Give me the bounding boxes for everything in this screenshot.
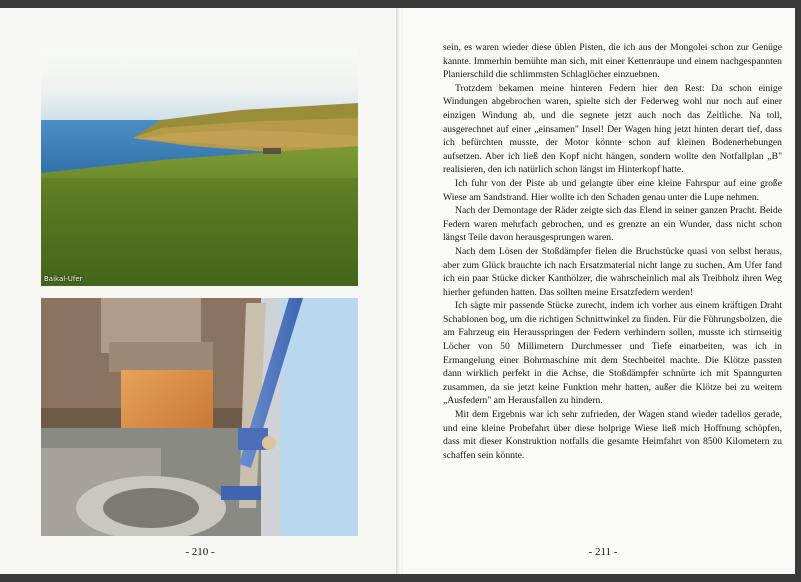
photo-caption: Baikal-Ufer	[44, 275, 83, 283]
paragraph: Trotzdem bekamen meine hinteren Federn hier den Rest: Da schon einige Windungen abgebrochen waren, spielte sich der Federweg wohl nur noch auf einer einzigen Windung ab, und die segnete jetzt auch noch das Zeitliche. Na toll, ausgerechnet auf einer „einsamen" Insel! Der Wagen hing jetzt hinten derart tief, dass ich befürchten musste, der Motor könnte schon auf kleinen Bodenerhebungen aufsetzen. Aber ich ließ den Kopf nicht hängen, sondern wollte den Notfallplan „B" realisieren, den ich natürlich schon längst im Hinterkopf hatte.	[443, 82, 782, 176]
page-number-left: - 210 -	[185, 546, 215, 558]
coast-image	[41, 48, 358, 286]
paragraph: Ich sägte mir passende Stücke zurecht, indem ich vorher aus einem kräftigen Draht Schablonen bog, um die richtigen Schnittwinkel zu finden. Für die Führungsbolzen, die am Fahrzeug ein Herausspringen der Federn verhindern sollen, musste ich stirnseitig Löcher von 50 Millimetern Durchmesser und Tiefe einarbeiten, was ich in Ermangelung einer Bohrmaschine mit dem Stechbeitel machte. Die Klötze passten dann wirklich perfekt in die Achse, die Stoßdämpfer schnürte ich mit Spanngurten zusammen, da sie jetzt keine Funktion mehr hatten, außer die Klötze bei zu weitem „Ausfedern" am Herausfallen zu hindern.	[443, 300, 782, 407]
coast-photo	[41, 48, 358, 286]
page-number-right: - 211 -	[588, 546, 618, 558]
paragraph: Nach der Demontage der Räder zeigte sich das Elend in seiner ganzen Pracht. Beide Federn waren mehrfach gebrochen, und es grenzte an ein Wunder, dass nicht schon längst Teile davon herausgesprungen waren.	[443, 205, 782, 244]
suspension-image	[41, 298, 358, 536]
paragraph: Nach dem Lösen der Stoßdämpfer fielen die Bruchstücke quasi von selbst heraus, aber zum Glück brauchte ich nach Ersatzmaterial nicht lange zu suchen. Am Ufer fand ich ein paar Stücke dicker Kanthölzer, die wahrscheinlich mal als Treibholz ihren Weg hierher gefunden hatten. Das sollten meine Ersatzfedern werden!	[443, 245, 782, 298]
paragraph: sein, es waren wieder diese üblen Pisten, die ich aus der Mongolei schon zur Genüge kannte. Immerhin bemühte man sich, mit einer Kettenraupe und einem nachgespannten Planierschild die schlimmsten Schlaglöcher einzuebnen.	[443, 42, 782, 81]
suspension-photo	[41, 298, 358, 536]
body-text	[443, 41, 782, 462]
left-page	[0, 8, 399, 574]
paragraph: Ich fuhr von der Piste ab und gelangte über eine kleine Fahrspur auf eine große Wiese am Sandstrand. Hier wollte ich den Schaden genau unter die Lupe nehmen.	[443, 177, 782, 203]
paragraph: Mit dem Ergebnis war ich sehr zufrieden, der Wagen stand wieder tadellos gerade, und eine kleine Probefahrt über diese holprige Wiese ließ mich Hoffnung schöpfen, dass mit dieser Konstruktion notfalls die gesamte Heimfahrt von 8500 Kilometern zu schaffen sein könnte.	[443, 409, 782, 461]
right-page	[403, 8, 795, 574]
